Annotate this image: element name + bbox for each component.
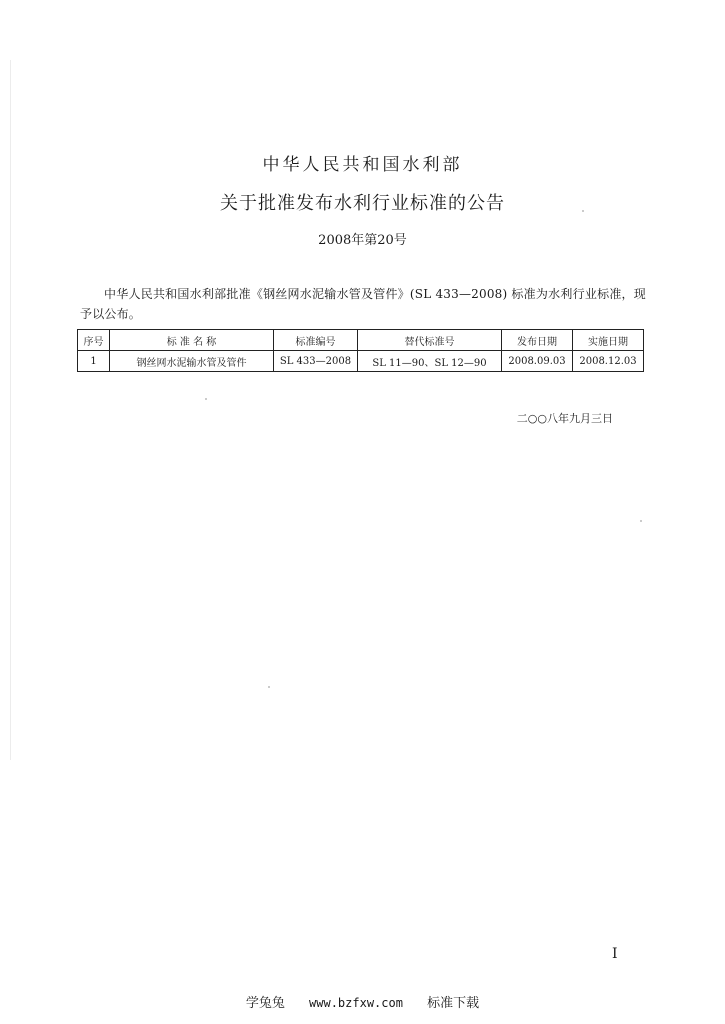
footer-url-link[interactable]: www.bzfxw.com [309, 996, 403, 1010]
announcement-title: 关于批准发布水利行业标准的公告 [220, 193, 505, 214]
header-replaced-code: 替代标准号 [358, 330, 502, 351]
cell-effective-date: 2008.12.03 [573, 351, 644, 372]
header-standard-code: 标准编号 [274, 330, 358, 351]
cell-publish-date: 2008.09.03 [502, 351, 573, 372]
cell-standard-name: 钢丝网水泥输水管及管件 [110, 351, 274, 372]
announcement-body: 中华人民共和国水利部批准《钢丝网水泥输水管及管件》(SL 433—2008) 标准为水利行业标准，现予以公布。 [80, 287, 646, 321]
footer-site-name: 学兔兔 [245, 996, 285, 1011]
table-row [78, 351, 644, 372]
page-number: I [612, 946, 618, 962]
standards-table [77, 329, 644, 372]
cell-serial: 1 [78, 351, 110, 372]
scan-speck [640, 520, 642, 522]
cell-standard-code: SL 433—2008 [274, 351, 358, 372]
scan-speck [205, 398, 207, 400]
cell-replaced-code: SL 11—90、SL 12—90 [358, 351, 502, 372]
scan-speck [268, 686, 270, 688]
header-standard-name: 标 准 名 称 [110, 330, 274, 351]
header-serial: 序号 [78, 330, 110, 351]
ministry-name: 中华人民共和国水利部 [262, 155, 463, 175]
footer-tagline: 标准下载 [427, 996, 480, 1011]
announcement-number: 2008年第20号 [318, 233, 407, 248]
header-publish-date: 发布日期 [502, 330, 573, 351]
header-effective-date: 实施日期 [573, 330, 644, 351]
signature-date: 二○○八年九月三日 [516, 412, 613, 425]
table-header-row [78, 330, 644, 351]
footer [0, 992, 725, 1011]
